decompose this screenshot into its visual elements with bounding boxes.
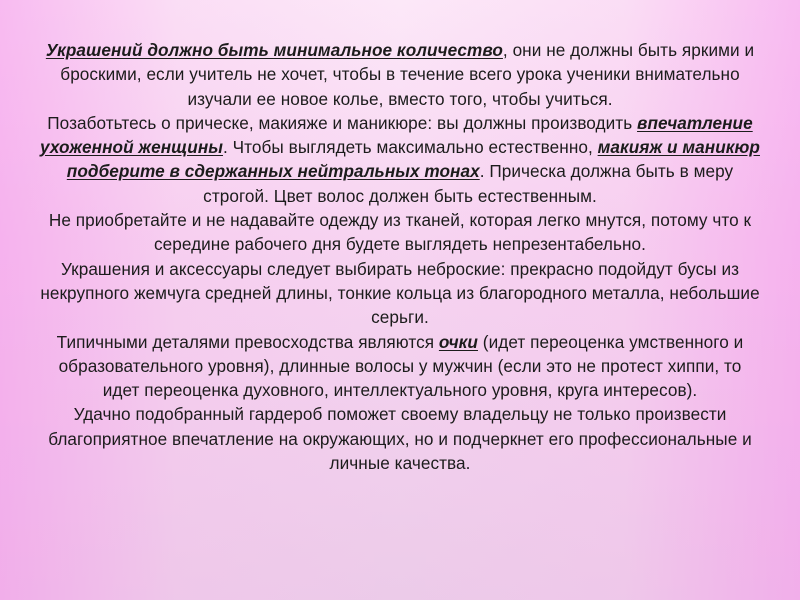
paragraph-text: . Чтобы выглядеть максимально естественно, xyxy=(223,137,598,158)
paragraph-jewelry-amount xyxy=(38,38,762,111)
paragraph-grooming xyxy=(38,111,762,208)
paragraph-text: Типичными деталями превосходства являются xyxy=(56,331,439,352)
paragraph-text: , они не должны быть яркими и броскими, если учитель не хочет, чтобы в течение всего урока ученики внимательно изучали ее новое колье, вместо того, чтобы учиться. xyxy=(60,40,755,109)
emphasis-well-groomed: впечатление ухоженной женщины xyxy=(40,112,753,158)
paragraph-clothing-fabric: Не приобретайте и не надавайте одежду из тканей, которая легко мнутся, потому что к середине рабочего дня будете выглядеть непрезентабельно. xyxy=(48,210,752,255)
emphasis-glasses: очки xyxy=(438,331,478,352)
paragraph-accessories: Украшения и аксессуары следует выбирать неброские: прекрасно подойдут бусы из некрупного жемчуга средней длины, тонкие кольца из благородного металла, небольшие серьги. xyxy=(40,258,760,328)
paragraph-wardrobe: Удачно подобранный гардероб поможет своему владельцу не только произвести благоприятное впечатление на окружающих, но и подчеркнет его профессиональные и личные качества. xyxy=(48,404,752,474)
paragraph-text: . Прическа должна быть в меру строгой. Цвет волос должен быть естественным. xyxy=(203,161,734,206)
paragraph-text: Позаботьтесь о прическе, макияже и маникюре: вы должны производить xyxy=(47,112,638,133)
paragraph-superiority-details xyxy=(38,330,762,403)
emphasis-neutral-makeup: макияж и маникюр подберите в сдержанных нейтральных тонах xyxy=(66,137,760,182)
slide-body-text xyxy=(38,38,762,475)
emphasis-jewelry-amount: Украшений должно быть минимальное количество xyxy=(45,40,503,60)
paragraph-text: (идет переоценка умственного и образовательного уровня), длинные волосы у мужчин (если это не протест хиппи, то идет переоценка духовного, интеллектуального уровня, круга интересов). xyxy=(58,331,744,401)
